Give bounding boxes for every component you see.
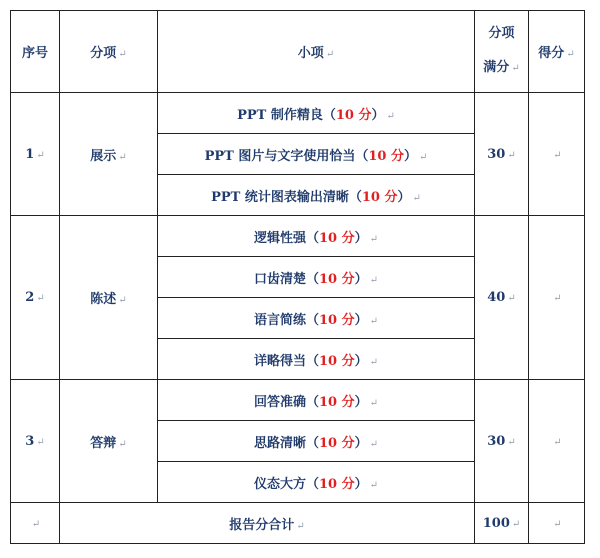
paragraph-mark-icon: ↵: [553, 518, 562, 530]
group-score-cell[interactable]: [529, 216, 585, 380]
paragraph-mark-icon: ↵: [553, 436, 562, 448]
group-index: 3 ↵: [11, 380, 60, 503]
paragraph-mark-icon: ↵: [36, 436, 45, 448]
paragraph-mark-icon: ↵: [31, 518, 41, 530]
item-cell: 思路清晰（10 分） ↵: [158, 421, 475, 462]
item-cell: 口齿清楚（10 分） ↵: [158, 257, 475, 298]
total-score-cell: [529, 503, 585, 544]
points-value: 10 分: [319, 353, 355, 369]
paragraph-mark-icon: ↵: [36, 293, 45, 304]
points-value: 10 分: [361, 189, 398, 205]
group-score-cell[interactable]: [529, 93, 585, 216]
item-cell: 语言简练（10 分） ↵: [158, 298, 475, 339]
header-row: [11, 11, 585, 93]
item-cell: 逻辑性强（10 分） ↵: [158, 216, 475, 257]
points-value: 10 分: [319, 230, 355, 246]
item-cell: 仪态大方（10 分） ↵: [158, 462, 475, 503]
group-full-score: 30 ↵: [475, 93, 529, 216]
paragraph-mark-icon: ↵: [118, 295, 127, 306]
header-item: 小项 ↵: [158, 11, 475, 93]
paragraph-mark-icon: ↵: [325, 49, 335, 60]
points-value: 10 分: [319, 394, 355, 410]
group-score-cell[interactable]: [529, 380, 585, 503]
table-row: [11, 93, 585, 134]
item-cell: PPT 制作精良（10 分） ↵: [158, 93, 475, 134]
total-value: 100 ↵: [475, 503, 529, 544]
points-value: 10 分: [319, 271, 355, 287]
points-value: 10 分: [368, 148, 404, 164]
points-value: 10 分: [319, 476, 355, 492]
paragraph-mark-icon: ↵: [118, 49, 127, 60]
points-value: 10 分: [319, 435, 355, 451]
paragraph-mark-icon: ↵: [386, 110, 395, 122]
paragraph-mark-icon: ↵: [296, 520, 305, 532]
paragraph-mark-icon: ↵: [511, 63, 520, 74]
points-value: 10 分: [319, 312, 355, 328]
paragraph-mark-icon: ↵: [507, 436, 516, 448]
paragraph-mark-icon: ↵: [369, 315, 379, 327]
group-index: 1 ↵: [11, 93, 60, 216]
paragraph-mark-icon: ↵: [369, 274, 379, 286]
total-index-cell: [11, 503, 60, 544]
total-row: [11, 503, 585, 544]
paragraph-mark-icon: ↵: [369, 479, 379, 491]
points-value: 10 分: [335, 107, 372, 123]
paragraph-mark-icon: ↵: [412, 192, 421, 204]
item-cell: PPT 图片与文字使用恰当（10 分） ↵: [158, 134, 475, 175]
paragraph-mark-icon: ↵: [553, 293, 562, 304]
paragraph-mark-icon: ↵: [419, 151, 428, 163]
paragraph-mark-icon: ↵: [511, 518, 521, 530]
paragraph-mark-icon: ↵: [369, 356, 379, 368]
group-full-score: 40 ↵: [475, 216, 529, 380]
paragraph-mark-icon: ↵: [566, 49, 575, 60]
paragraph-mark-icon: ↵: [369, 397, 379, 409]
item-cell: PPT 统计图表输出清晰（10 分） ↵: [158, 175, 475, 216]
header-full-score: 分项 满分 ↵: [475, 11, 529, 93]
paragraph-mark-icon: ↵: [118, 438, 127, 450]
scoring-table: [10, 10, 585, 544]
table-row: [11, 216, 585, 257]
group-category: 展示 ↵: [60, 93, 158, 216]
group-index: 2 ↵: [11, 216, 60, 380]
total-label: 报告分合计 ↵: [60, 503, 475, 544]
paragraph-mark-icon: ↵: [507, 293, 516, 304]
groups-body: [11, 93, 585, 503]
paragraph-mark-icon: ↵: [118, 151, 127, 163]
group-category: 陈述 ↵: [60, 216, 158, 380]
group-full-score: 30 ↵: [475, 380, 529, 503]
paragraph-mark-icon: ↵: [507, 149, 516, 161]
paragraph-mark-icon: ↵: [369, 438, 379, 450]
header-index: 序号: [11, 11, 60, 93]
header-score: 得分 ↵: [529, 11, 585, 93]
item-cell: 回答准确（10 分） ↵: [158, 380, 475, 421]
table-row: [11, 380, 585, 421]
paragraph-mark-icon: ↵: [36, 149, 45, 161]
paragraph-mark-icon: ↵: [369, 233, 379, 245]
item-cell: 详略得当（10 分） ↵: [158, 339, 475, 380]
group-category: 答辩 ↵: [60, 380, 158, 503]
paragraph-mark-icon: ↵: [553, 149, 562, 161]
header-category: 分项 ↵: [60, 11, 158, 93]
